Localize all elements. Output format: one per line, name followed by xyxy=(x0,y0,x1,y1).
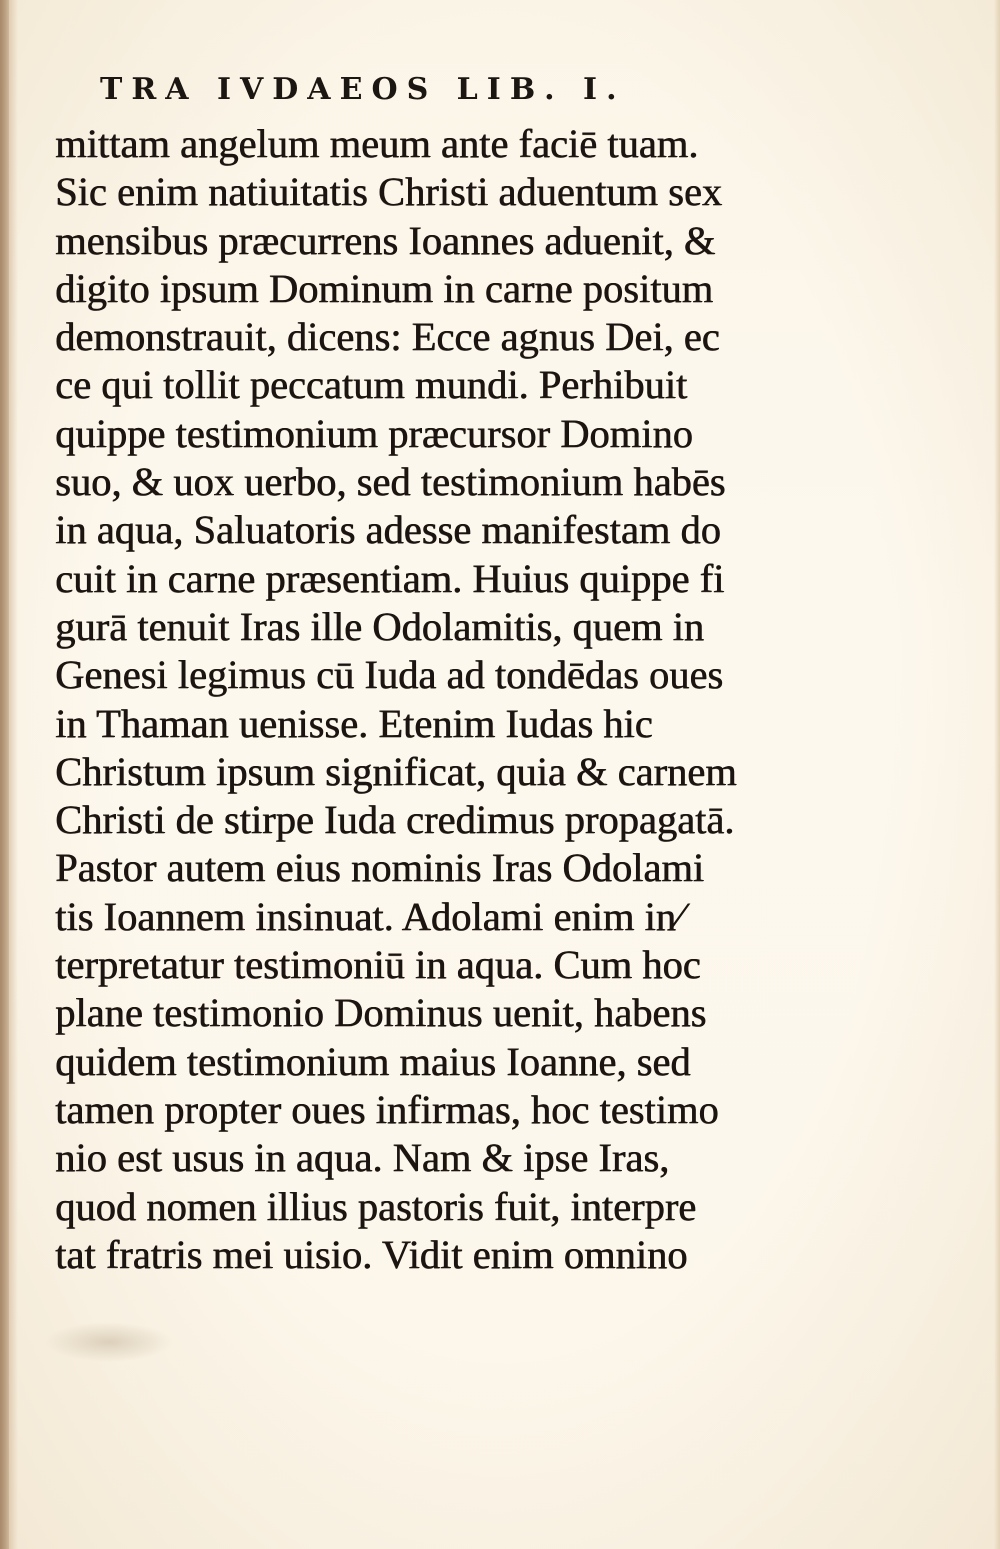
text-line: tamen propter oues infirmas, hoc testimo xyxy=(55,1086,719,1132)
text-line: digito ipsum Dominum in carne positum xyxy=(55,265,714,311)
binding-edge xyxy=(0,0,9,1549)
text-line: suo, & uox uerbo, sed testimonium habēs xyxy=(55,459,726,505)
text-line: quidem testimonium maius Ioanne, sed xyxy=(55,1038,691,1084)
text-line: in aqua, Saluatoris adesse manifestam do xyxy=(55,507,721,553)
page-edge xyxy=(994,0,1000,1549)
text-line: gurā tenuit Iras ille Odolamitis, quem in xyxy=(55,603,704,649)
text-line: Pastor autem eius nominis Iras Odolami xyxy=(55,845,705,891)
text-line: in Thaman uenisse. Etenim Iudas hic xyxy=(55,700,653,746)
text-line: tat fratris mei uisio. Vidit enim omnino xyxy=(55,1231,688,1277)
running-title: TRA IVDAEOS LIB. I. xyxy=(100,72,626,107)
text-line: mensibus præcurrens Ioannes aduenit, & xyxy=(55,217,716,263)
text-line: Christum ipsum significat, quia & carnem xyxy=(55,748,737,794)
text-line: tis Ioannem insinuat. Adolami enim in⁄ xyxy=(55,893,683,939)
text-line: demonstrauit, dicens: Ecce agnus Dei, ec xyxy=(55,314,720,360)
text-line: nio est usus in aqua. Nam & ipse Iras, xyxy=(55,1135,670,1181)
text-line: Genesi legimus cū Iuda ad tondēdas oues xyxy=(55,652,724,698)
text-line: mittam angelum meum ante faciē tuam. xyxy=(55,121,699,166)
text-line: Sic enim natiuitatis Christi aduentum sex xyxy=(55,169,723,215)
text-line: cuit in carne præsentiam. Huius quippe fi xyxy=(55,555,725,601)
text-line: Christi de stirpe Iuda credimus propagatā. xyxy=(55,797,735,843)
text-line: quod nomen illius pastoris fuit, interpre xyxy=(55,1183,697,1229)
body-text xyxy=(55,120,795,1279)
text-line: terpretatur testimoniū in aqua. Cum hoc xyxy=(55,942,701,988)
text-line: plane testimonio Dominus uenit, habens xyxy=(55,990,707,1036)
ink-smudge xyxy=(44,1322,174,1362)
text-line: ce qui tollit peccatum mundi. Perhibuit xyxy=(55,362,688,408)
text-line: quippe testimonium præcursor Domino xyxy=(55,410,693,456)
